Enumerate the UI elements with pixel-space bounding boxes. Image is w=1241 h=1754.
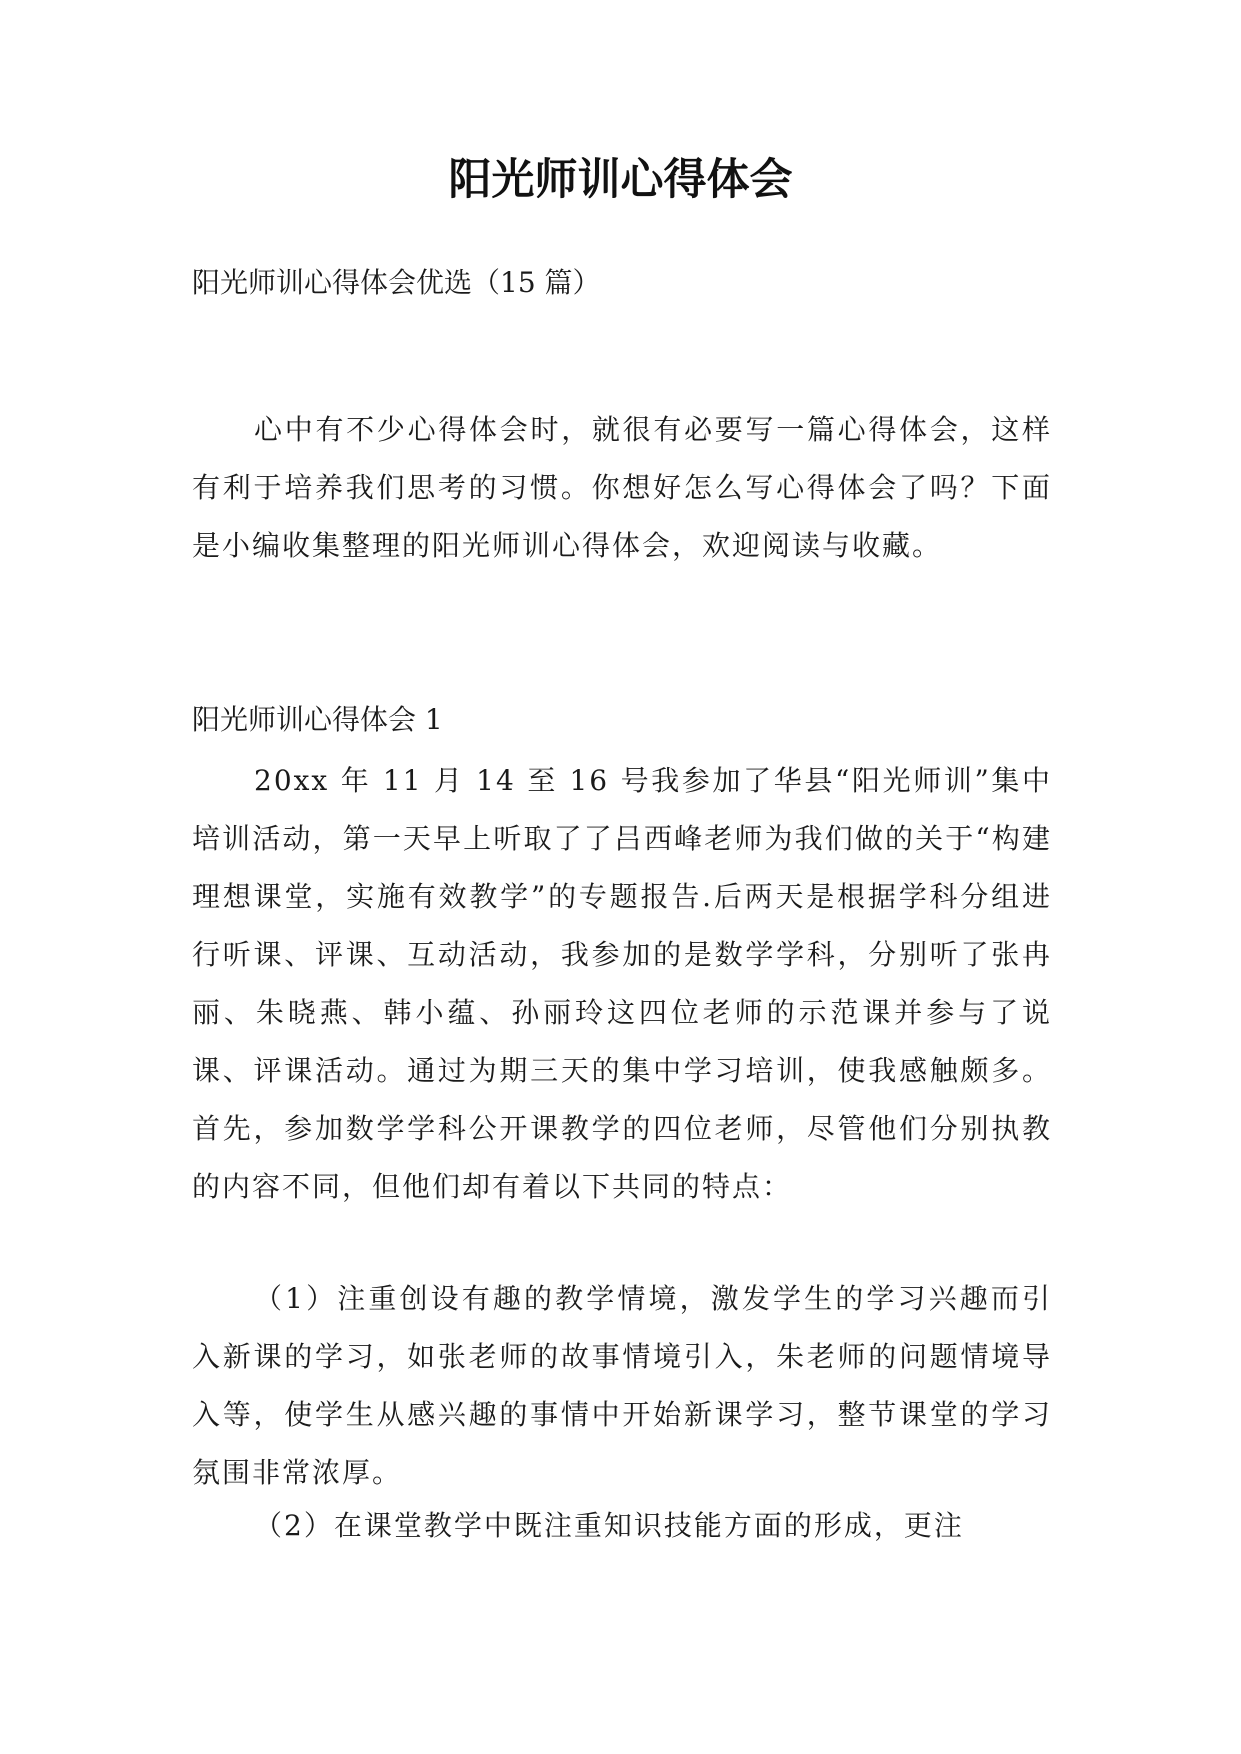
body-paragraph: 20xx 年 11 月 14 至 16 号我参加了华县“阳光师训”集中培训活动，第一天早上听取了了吕西峰老师为我们做的关于“构建理想课堂，实施有效教学”的专题报告.后两天是根据学科分组进行听课、评课、互动活动，我参加的是数学学科，分别听了张冉丽、朱晓燕、韩小蕴、孙丽玲这四位老师的示范课并参与了说课、评课活动。通过为期三天的集中学习培训，使我感触颇多。首先，参加数学学科公开课教学的四位老师，尽管他们分别执教的内容不同，但他们却有着以下共同的特点： (192, 764, 1052, 1203)
section-heading: 阳光师训心得体会 1 (192, 703, 443, 736)
document-subtitle: 阳光师训心得体会优选（15 篇） (192, 266, 601, 299)
list-item-2: （2）在课堂教学中既注重知识技能方面的形成，更注 (254, 1509, 964, 1542)
list-item-1: （1）注重创设有趣的教学情境，激发学生的学习兴趣而引入新课的学习，如张老师的故事情境引入，朱老师的问题情境导入等，使学生从感兴趣的事情中开始新课学习，整节课堂的学习氛围非常浓厚。 (192, 1282, 1052, 1489)
intro-paragraph: 心中有不少心得体会时，就很有必要写一篇心得体会，这样有利于培养我们思考的习惯。你想好怎么写心得体会了吗？下面是小编收集整理的阳光师训心得体会，欢迎阅读与收藏。 (192, 413, 1052, 562)
document-title: 阳光师训心得体会 (448, 155, 793, 205)
